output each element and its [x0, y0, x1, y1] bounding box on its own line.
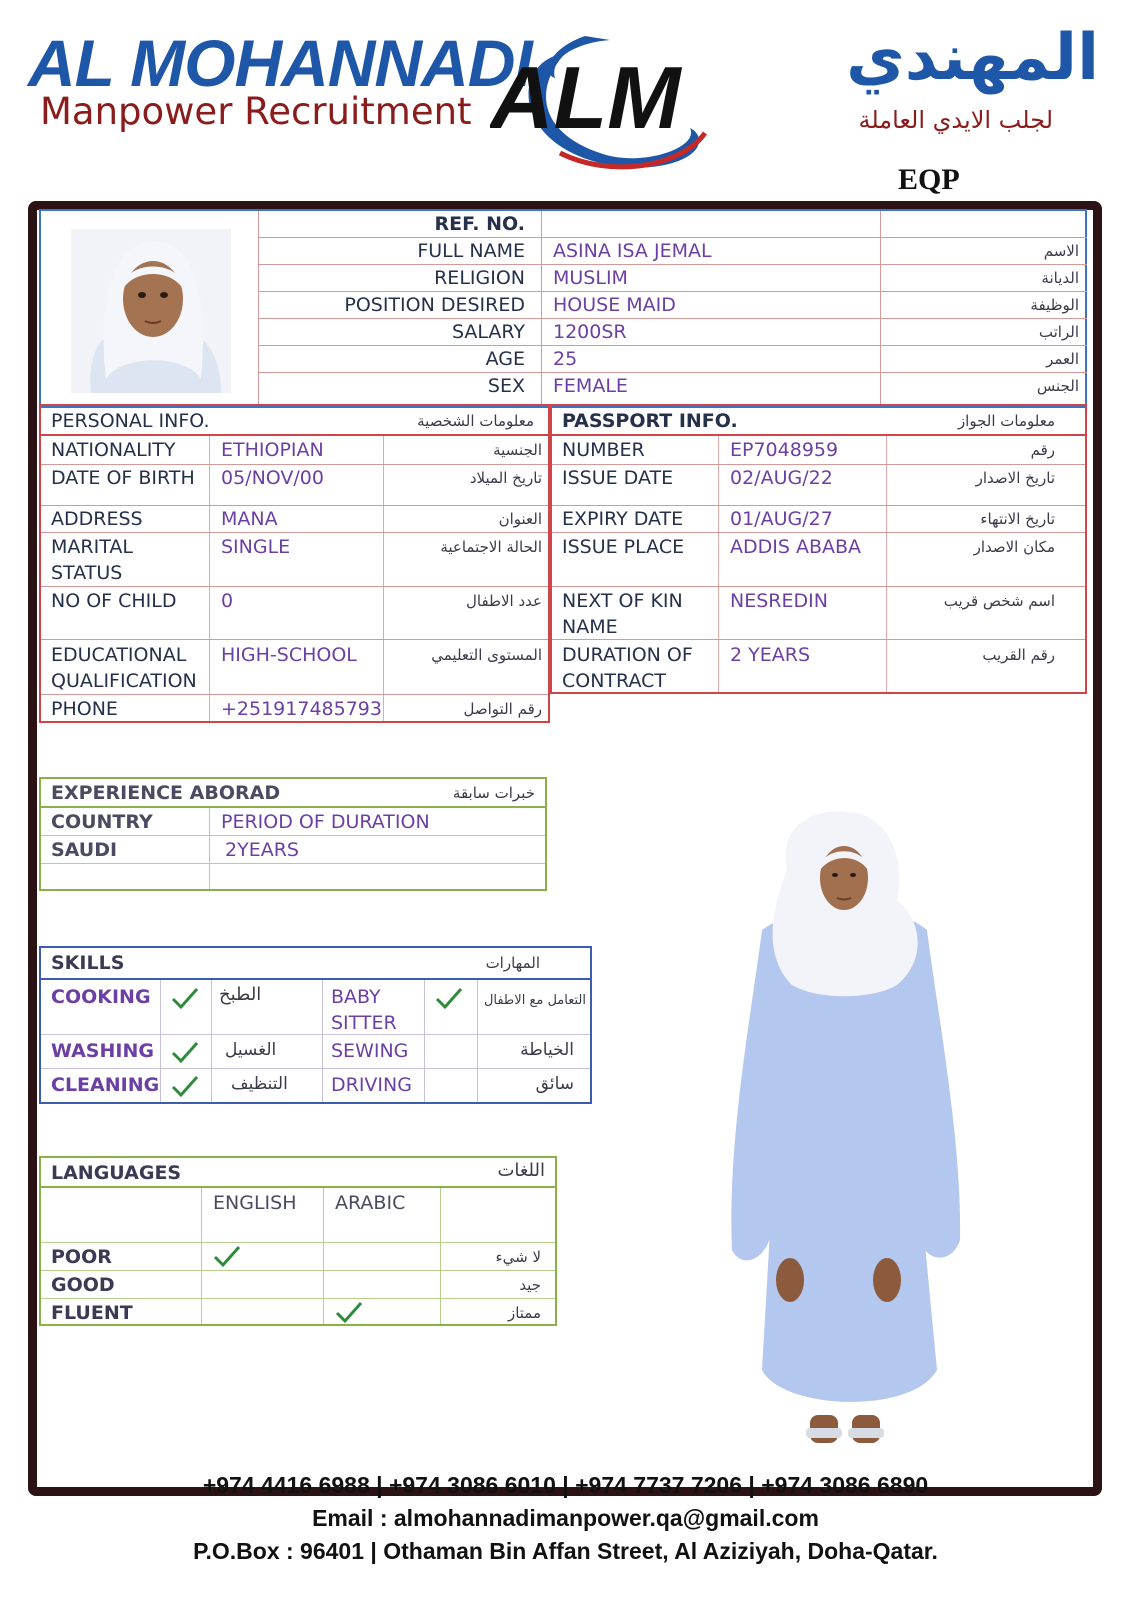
contract-duration-arabic: رقم القريب — [982, 646, 1055, 664]
skill-driving-arabic: سائق — [535, 1074, 574, 1094]
skill-washing-arabic: الغسيل — [225, 1040, 277, 1060]
ref-no-label: REF. NO. — [434, 213, 525, 235]
nationality-arabic: الجنسية — [493, 441, 542, 459]
logo-text: ALM — [490, 48, 681, 147]
no-of-child-value: 0 — [221, 590, 234, 612]
agency-code: EQP — [898, 163, 960, 196]
marital-status-arabic: الحالة الاجتماعية — [440, 538, 542, 556]
religion-label: RELIGION — [434, 267, 525, 289]
brand-subtitle: Manpower Recruitment — [40, 90, 472, 133]
language-arabic-header: ARABIC — [335, 1192, 406, 1214]
brand-name: AL MOHANNADI — [28, 26, 532, 100]
expiry-date-label: EXPIRY DATE — [562, 508, 684, 530]
skill-cleaning-label: CLEANING — [51, 1074, 160, 1096]
next-of-kin-value: NESREDIN — [730, 590, 828, 612]
level-good-label: GOOD — [51, 1274, 115, 1296]
profile-block — [39, 209, 1087, 408]
skill-washing-label: WASHING — [51, 1040, 154, 1062]
issue-date-value: 02/AUG/22 — [730, 467, 833, 489]
languages-section — [39, 1156, 557, 1326]
personal-info-title-arabic: معلومات الشخصية — [417, 412, 534, 430]
expiry-date-value: 01/AUG/27 — [730, 508, 833, 530]
passport-number-arabic: رقم — [1030, 441, 1055, 459]
experience-country: SAUDI — [51, 839, 118, 861]
passport-info-title-arabic: معلومات الجواز — [957, 412, 1055, 430]
skills-section — [39, 946, 592, 1104]
check-icon — [213, 1244, 241, 1268]
age-value: 25 — [553, 348, 578, 370]
contract-duration-value: 2 YEARS — [730, 644, 810, 666]
contract-duration-label: DURATION OF CONTRACT — [562, 644, 693, 692]
skill-driving-label: DRIVING — [331, 1074, 412, 1096]
personal-info-title: PERSONAL INFO. — [51, 410, 210, 432]
footer-phones: +974 4416 6988 | +974 3086 6010 | +974 7737 7206 | +974 3086 6890 — [202, 1472, 929, 1498]
address-value: MANA — [221, 508, 278, 530]
level-fluent-arabic: ممتاز — [507, 1304, 541, 1322]
full-name-arabic: الاسم — [1043, 242, 1079, 260]
nationality-value: ETHIOPIAN — [221, 439, 324, 461]
age-arabic: العمر — [1046, 350, 1079, 368]
salary-value: 1200SR — [553, 321, 627, 343]
check-icon — [171, 986, 199, 1010]
skill-cooking-label: COOKING — [51, 986, 151, 1008]
position-value: HOUSE MAID — [553, 294, 676, 316]
personal-info-section — [39, 404, 550, 723]
skills-title-arabic: المهارات — [485, 954, 540, 972]
passport-number-value: EP7048959 — [730, 439, 839, 461]
language-english-header: ENGLISH — [213, 1192, 297, 1214]
skill-sewing-arabic: الخياطة — [520, 1040, 574, 1060]
portrait-photo — [71, 229, 231, 393]
religion-value: MUSLIM — [553, 267, 628, 289]
check-icon — [335, 1300, 363, 1324]
expiry-date-arabic: تاريخ الانتهاء — [980, 510, 1055, 528]
age-label: AGE — [485, 348, 525, 370]
no-of-child-label: NO OF CHILD — [51, 590, 177, 612]
experience-title: EXPERIENCE ABORAD — [51, 782, 281, 804]
phone-label: PHONE — [51, 698, 118, 720]
address-arabic: العنوان — [498, 510, 542, 528]
marital-status-value: SINGLE — [221, 536, 291, 558]
skill-sewing-label: SEWING — [331, 1040, 409, 1062]
education-label: EDUCATIONAL QUALIFICATION — [51, 644, 197, 692]
skill-baby-sitter-arabic: التعامل مع الاطفال — [483, 993, 586, 1008]
skill-cooking-arabic: الطبخ — [219, 984, 262, 1005]
religion-arabic: الديانة — [1041, 269, 1079, 287]
footer-address: P.O.Box : 96401 | Othaman Bin Affan Street, Al Aziziyah, Doha-Qatar. — [193, 1538, 938, 1564]
experience-section — [39, 777, 547, 891]
issue-date-arabic: تاريخ الاصدار — [975, 469, 1055, 487]
phone-value: +251917485793 — [221, 698, 382, 720]
brand-subtitle-arabic: لجلب الايدي العاملة — [858, 106, 1053, 134]
dob-label: DATE OF BIRTH — [51, 467, 195, 489]
level-fluent-label: FLUENT — [51, 1302, 133, 1324]
check-icon — [171, 1040, 199, 1064]
sex-label: SEX — [487, 375, 525, 397]
full-name-value: ASINA ISA JEMAL — [553, 240, 712, 262]
sex-arabic: الجنس — [1036, 377, 1079, 395]
footer-email: Email : almohannadimanpower.qa@gmail.com — [312, 1505, 819, 1531]
issue-place-arabic: مكان الاصدار — [973, 538, 1055, 556]
alm-logo — [490, 18, 730, 178]
level-poor-arabic: لا شيء — [495, 1248, 541, 1266]
experience-country-header: COUNTRY — [51, 811, 153, 833]
full-name-label: FULL NAME — [417, 240, 525, 262]
education-value: HIGH-SCHOOL — [221, 644, 357, 666]
position-arabic: الوظيفة — [1030, 296, 1079, 314]
sex-value: FEMALE — [553, 375, 628, 397]
education-arabic: المستوى التعليمي — [431, 646, 542, 664]
phone-arabic: رقم التواصل — [463, 700, 542, 718]
check-icon — [435, 986, 463, 1010]
header — [0, 0, 1131, 205]
salary-label: SALARY — [451, 321, 525, 343]
issue-place-value: ADDIS ABABA — [730, 536, 862, 558]
passport-info-title: PASSPORT INFO. — [562, 410, 738, 432]
level-good-arabic: جيد — [519, 1276, 541, 1294]
experience-period: 2YEARS — [225, 839, 299, 861]
check-icon — [171, 1074, 199, 1098]
next-of-kin-arabic: اسم شخص قريب — [943, 592, 1055, 610]
skill-baby-sitter-label: BABY SITTER — [331, 986, 397, 1034]
skills-title: SKILLS — [51, 952, 125, 974]
dob-arabic: تاريخ الميلاد — [469, 469, 542, 487]
experience-title-arabic: خبرات سابقة — [452, 784, 535, 802]
marital-status-label: MARITAL STATUS — [51, 536, 133, 584]
brand-name-arabic: المهندي — [846, 21, 1099, 95]
level-poor-label: POOR — [51, 1246, 112, 1268]
passport-number-label: NUMBER — [562, 439, 645, 461]
no-of-child-arabic: عدد الاطفال — [466, 592, 542, 610]
languages-title-arabic: اللغات — [497, 1160, 545, 1181]
position-label: POSITION DESIRED — [344, 294, 525, 316]
issue-date-label: ISSUE DATE — [562, 467, 674, 489]
address-label: ADDRESS — [51, 508, 143, 530]
languages-title: LANGUAGES — [51, 1162, 182, 1184]
skill-cleaning-arabic: التنظيف — [231, 1074, 288, 1094]
full-body-photo — [722, 810, 967, 1460]
passport-info-section — [550, 404, 1087, 694]
issue-place-label: ISSUE PLACE — [562, 536, 685, 558]
salary-arabic: الراتب — [1038, 323, 1079, 341]
next-of-kin-label: NEXT OF KIN NAME — [562, 590, 683, 638]
nationality-label: NATIONALITY — [51, 439, 176, 461]
experience-period-header: PERIOD OF DURATION — [221, 811, 430, 833]
dob-value: 05/NOV/00 — [221, 467, 324, 489]
